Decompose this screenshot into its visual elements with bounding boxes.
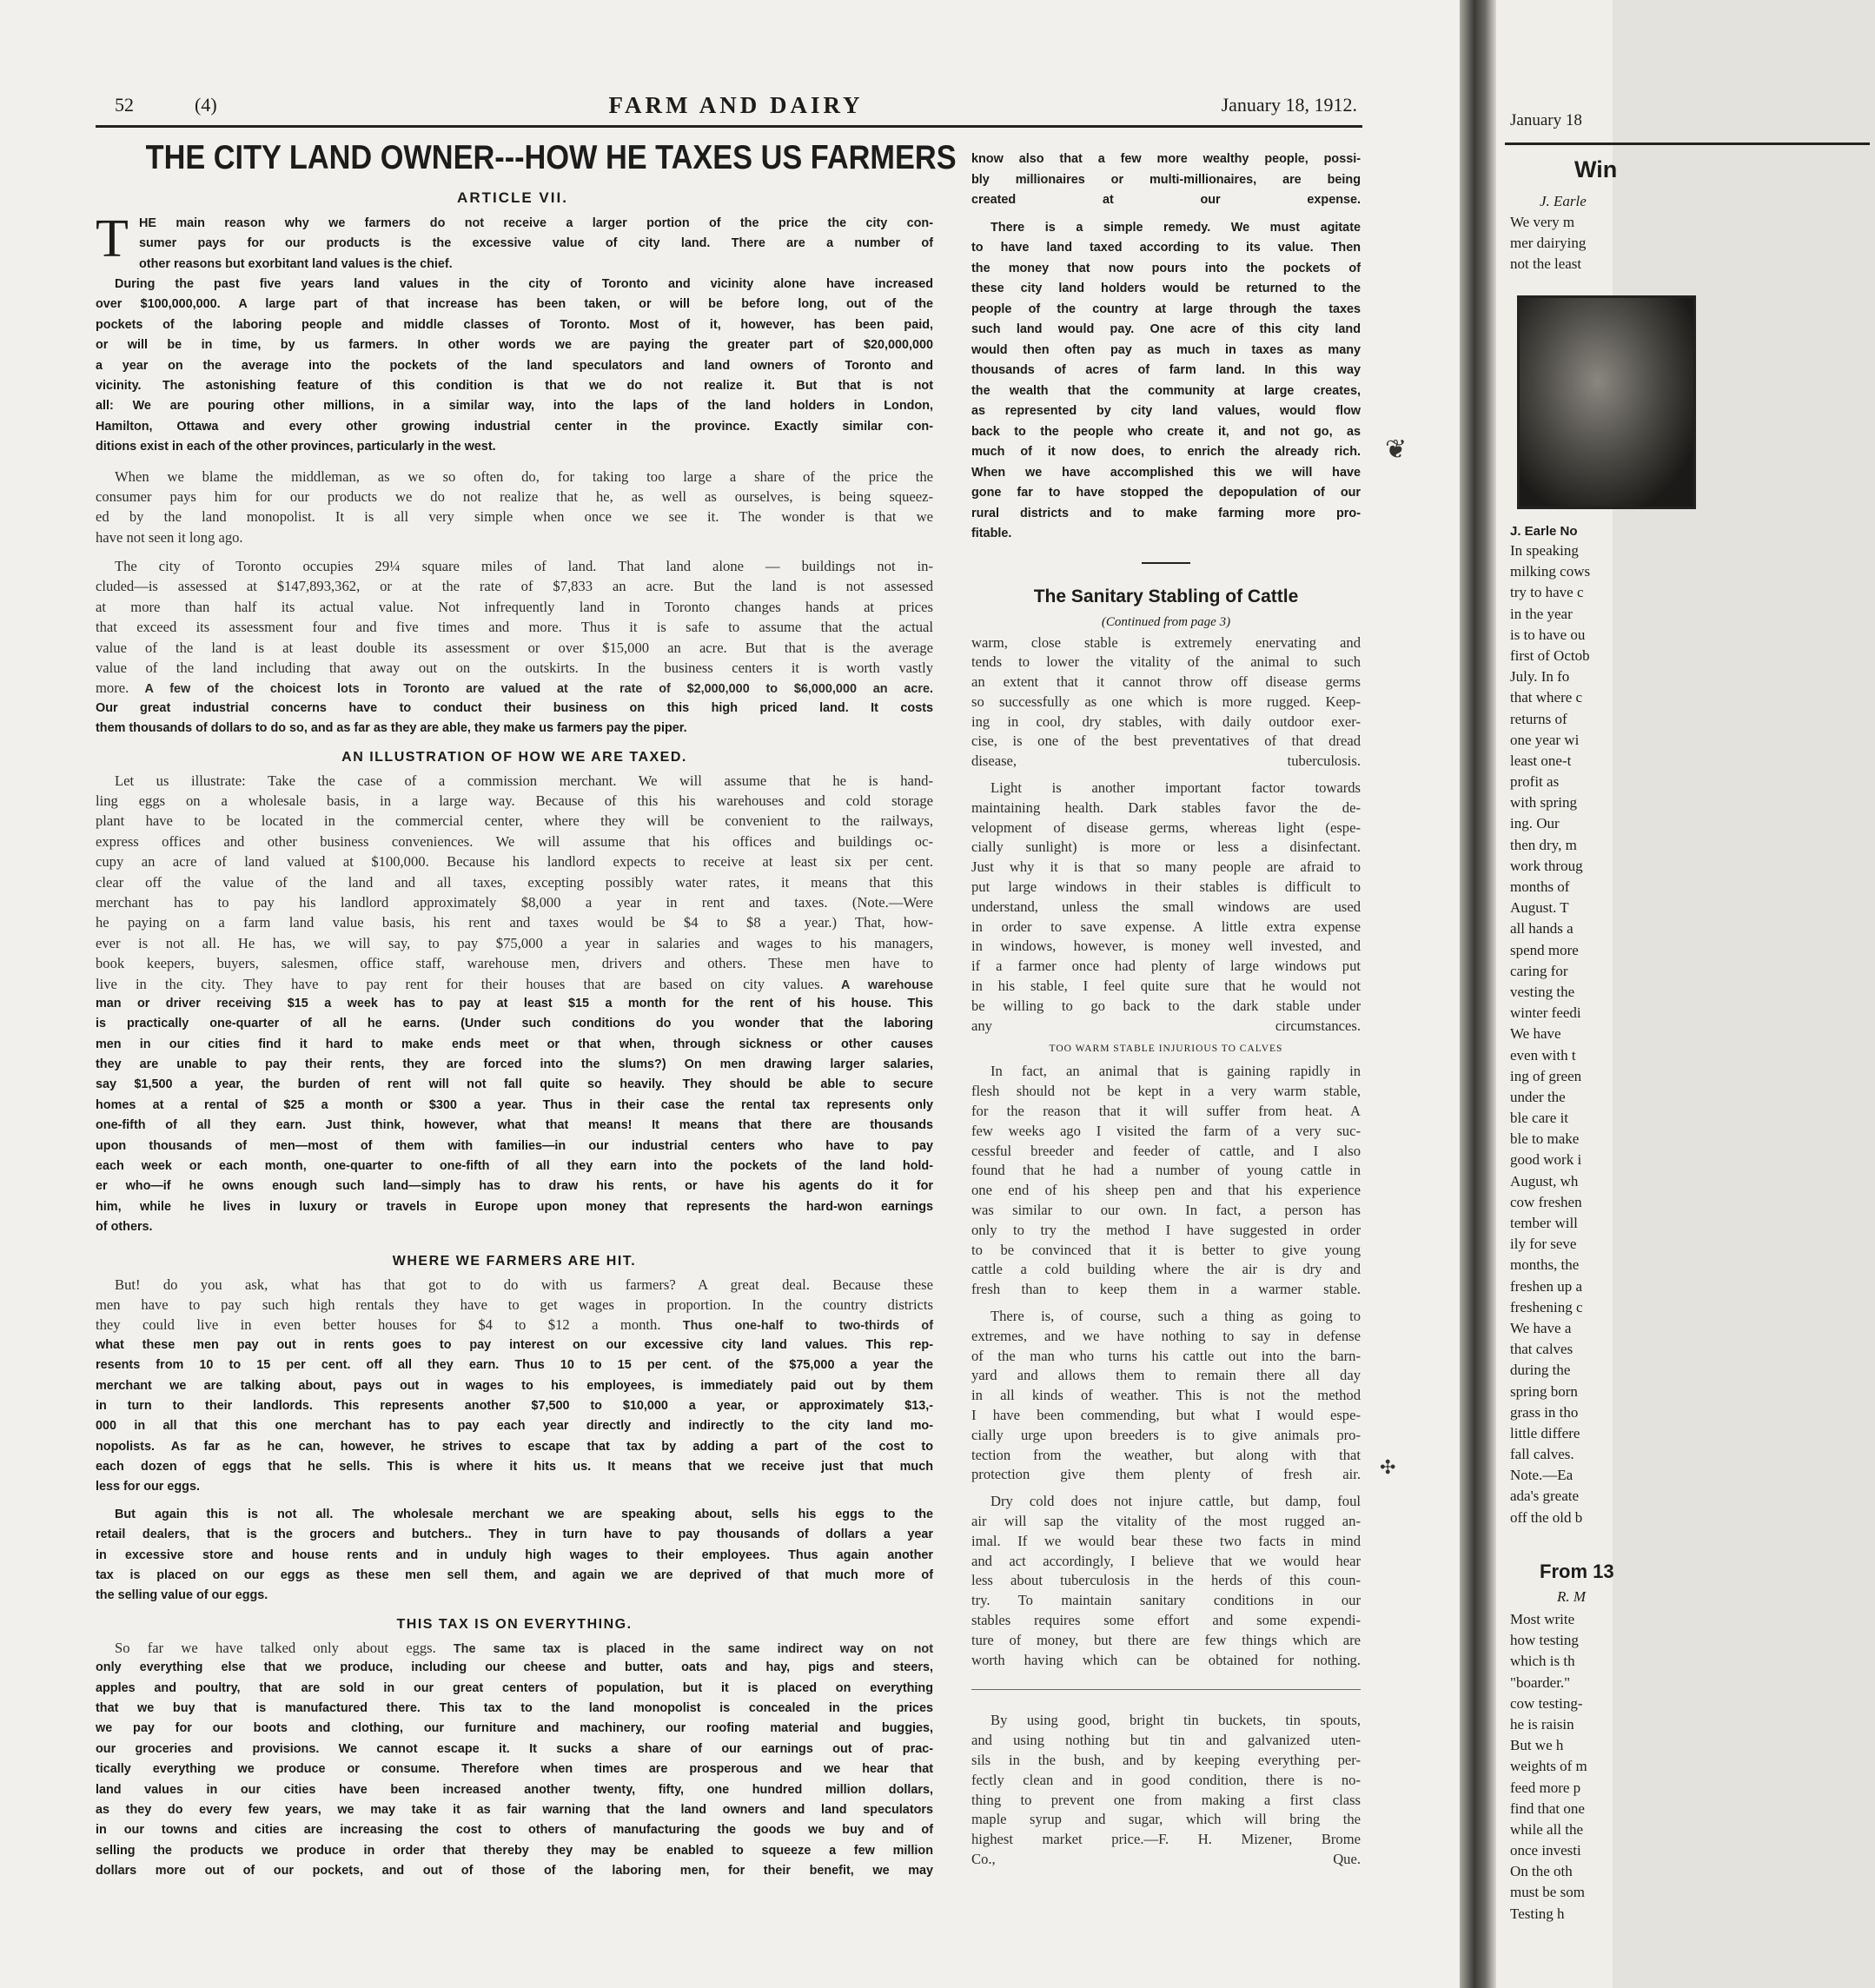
text-line: freshen up a (1510, 1277, 1583, 1295)
margin-mark: ❦ (1385, 435, 1408, 464)
bold-run: A few of the choicest lots in Toronto are valued at the rate of $2,000,000 to $6,000,000 an acre. (129, 682, 933, 697)
text-line: that we buy that is manufactured there. This tax to the land monopolist is concealed in the prices (96, 1701, 933, 1715)
text-line: July. In fo (1510, 668, 1570, 686)
text-line: understand, unless the small windows are used (971, 898, 1361, 915)
stabling-headline: The Sanitary Stabling of Cattle (1033, 586, 1299, 606)
text-line: while all the (1510, 1820, 1584, 1838)
text-line: tically everything we produce or consume. Therefore when times are prosperous and we hear that (96, 1762, 933, 1777)
text-line: tection from the weather, but along with that (971, 1446, 1361, 1463)
text-line: imal. If we would bear these two facts in mind (971, 1532, 1361, 1549)
text-line: resents from 10 to 15 per cent. off all they earn. Thus 10 to 15 per cent. of the $75,000 a year the (96, 1358, 933, 1373)
text-line: value of the land including that away out on the outskirts. In the business centers it is worth vastly (96, 659, 933, 677)
column-rule (971, 1689, 1361, 1690)
text-line: any circumstances. (971, 1017, 1361, 1034)
paragraph-5 (96, 1275, 933, 1498)
text-line: clear off the value of the land and all taxes, excepting possibly water rates, it means that this (96, 873, 933, 891)
text-line: he is raisin (1510, 1715, 1574, 1733)
text-line: bly millionaires or multi-millionaires, are being (971, 172, 1361, 187)
text-line: that exceed its assessment four and five times and more. Thus it is safe to assume that the actual (96, 619, 933, 636)
text-line: sumer pays for our products is the excessive value of city land. There are a number of (139, 236, 933, 251)
text-line: less for our eggs. (96, 1480, 200, 1494)
text-line: But again this is not all. The wholesale merchant we are speaking about, sells his eggs to the (115, 1507, 933, 1521)
text-line: Co., Que. (971, 1850, 1361, 1867)
stabling-paragraph-3 (971, 1062, 1361, 1300)
stabling-paragraph-2 (971, 779, 1361, 1036)
text-line: cow freshen (1510, 1193, 1582, 1210)
text-line: Most write (1510, 1611, 1575, 1627)
text-line: retail dealers, that is the grocers and butchers.. They in turn have to pay thousands of dollars a year (96, 1527, 933, 1542)
text-line: consumer pays him for our products we do not realize that he, as well as ourselves, is being squeez- (96, 487, 933, 505)
text-line: one end of his sheep pen and that his experience (971, 1182, 1361, 1199)
text-line: during the (1510, 1362, 1571, 1379)
text-line: each dozen of eggs that he sells. This is where it hits us. It means that we receive just that much (96, 1460, 933, 1474)
text-line: such land would pay. One acre of this city land (971, 322, 1361, 336)
text-line: the wealth that the community at large creates, (971, 383, 1361, 398)
text-line: warm, close stable is extremely enervating and (971, 633, 1361, 651)
text-line: cow testing- (1510, 1694, 1583, 1712)
text-line: these city land holders would be returned to the (971, 282, 1361, 295)
text-line: spring born (1510, 1382, 1578, 1400)
text-line: But! do you ask, what has that got to do with us farmers? A great deal. Because these (115, 1276, 933, 1293)
text-line: would then often pay as much in taxes as many (971, 342, 1361, 357)
text-line: they are unable to pay their rents, they are forced into the slums?) On men drawing larger salaries, (96, 1057, 933, 1072)
stabling-continued: (Continued from page 3) (1101, 614, 1231, 629)
text-line: in windows, however, is money well invested, and (971, 938, 1361, 955)
text-line: We have a (1510, 1319, 1572, 1336)
text-line: one year wi (1510, 731, 1580, 748)
text-line: the selling value of our eggs. (96, 1588, 268, 1603)
binding-gutter (1460, 0, 1496, 1988)
text-line: if a farmer once had plenty of large windows put (971, 958, 1361, 975)
text-line: we pay for our boots and clothing, our furniture and machinery, our roofing material and buggies, (96, 1721, 933, 1736)
paragraph-4 (96, 771, 933, 1238)
text-line: of others. (96, 1220, 153, 1235)
text-line: cluded—is assessed at $147,893,362, or at the rate of $7,833 an acre. But the land is not assessed (96, 578, 933, 595)
text-line: caring for (1510, 962, 1568, 979)
text-line: In fact, an animal that is gaining rapidly in (991, 1063, 1361, 1080)
text-line: try. To maintain sanitary conditions in our (971, 1592, 1361, 1609)
text-line: even with t (1510, 1046, 1576, 1064)
text-line: good work i (1510, 1151, 1582, 1169)
text-line: winter feedi (1510, 1004, 1581, 1022)
text-line: land values in our cities have been increased another twenty, fifty, one hundred million dollars, (96, 1782, 933, 1797)
text-line: man or driver receiving $15 a week has to pay at least $15 a month for the rent of his house. This (96, 996, 933, 1011)
text-line: upon thousands of men—most of them with families—in our industrial centers who have to pay (96, 1138, 933, 1153)
text-line: must be som (1510, 1884, 1585, 1901)
text-line: which is th (1510, 1653, 1575, 1670)
text-line: only everything else that we produce, including our cheese and butter, oats and hay, pigs and steers, (96, 1660, 933, 1675)
paragraph-7 (96, 1638, 933, 1882)
text-line: air will sap the vitality of the most rugged an- (971, 1512, 1361, 1529)
section-divider (1142, 562, 1190, 564)
text-line: in turn to their landlords. This represents another $7,500 to $10,000 a year, or approximately $13,- (96, 1398, 933, 1413)
text-line: created at our expense. (971, 193, 1361, 207)
text-run: more. (96, 679, 129, 697)
text-line: was similar to our own. In fact, a person has (971, 1202, 1361, 1219)
text-line: Note.—Ea (1510, 1467, 1574, 1484)
stabling-subhead: TOO WARM STABLE INJURIOUS TO CALVES (1049, 1044, 1283, 1055)
header-rule (96, 125, 1362, 128)
text-line: he paying on a farm land value basis, his rent and taxes would be $4 to $8 a year.) That, how- (96, 914, 933, 931)
adjacent-body (1510, 540, 1875, 1528)
text-line: stables requires some effort and some expendi- (971, 1611, 1361, 1628)
text-line: men in our cities find it hard to make ends meet or that when, through sickness or other causes (96, 1037, 933, 1051)
text-line: be willing to go back to the dark stable under (971, 997, 1361, 1014)
text-line: then dry, m (1510, 836, 1577, 853)
text-line: what these men pay out in rents goes to pay interest on our excessive city land values. This rep- (96, 1337, 933, 1352)
photo-caption: J. Earle No (1510, 524, 1578, 539)
text-line: that calves (1510, 1341, 1574, 1358)
text-line: thing to prevent one from making a first class (971, 1791, 1361, 1808)
text-line: August, wh (1510, 1172, 1579, 1189)
text-line: Testing h (1510, 1905, 1565, 1922)
bold-run: Thus one-half to two-thirds of (660, 1319, 933, 1334)
text-line: our groceries and provisions. We cannot escape it. It sucks a share of our earnings out of prac- (96, 1741, 933, 1756)
adjacent-byline-2: R. M (1557, 1588, 1587, 1605)
paragraph-1 (96, 275, 933, 458)
adjacent-page-date: January 18 (1510, 111, 1582, 129)
text-line: put large windows in their stables is difficult to (971, 878, 1361, 896)
text-line: of the man who turns his cattle out into the barn- (971, 1347, 1361, 1364)
text-line: worth having which can be obtained for nothing. (971, 1651, 1361, 1668)
text-line: tends to lower the vitality of the animal to such (971, 653, 1361, 671)
text-run: live in the city. They have to pay rent for their houses that are based on city values. (96, 975, 824, 992)
subhead-farmers-hit: WHERE WE FARMERS ARE HIT. (392, 1253, 637, 1269)
text-line: months of (1510, 878, 1570, 895)
subhead-illustration: AN ILLUSTRATION OF HOW WE ARE TAXED. (341, 749, 687, 765)
text-run: they could live in even better houses for $4 to $12 a month. (96, 1316, 661, 1334)
text-line: homes at a rental of $25 a month or $300 a year. Thus in their case the rental tax represents only (96, 1097, 933, 1112)
adjacent-body-2 (1510, 1609, 1875, 1925)
text-line: returns of (1510, 710, 1567, 727)
text-line: Our great industrial concerns have to conduct their business on this high priced land. It costs (96, 700, 933, 715)
text-line (96, 1315, 933, 1335)
adjacent-header-rule (1505, 142, 1870, 145)
text-line: to be convinced that it is better to give young (971, 1241, 1361, 1258)
text-line: much of it now does, to enrich the already rich. (971, 445, 1361, 459)
text-line: once investi (1510, 1842, 1581, 1859)
text-line: milking cows (1510, 563, 1591, 580)
text-line: other reasons but exorbitant land values is the chief. (139, 256, 453, 271)
text-line: with spring (1510, 794, 1577, 812)
text-line: is practically one-quarter of all he earns. (Under such conditions do you wonder that the laboring (96, 1017, 933, 1031)
text-line: profit as (1510, 773, 1560, 791)
portrait-photo (1517, 295, 1696, 509)
article-intro (139, 214, 933, 275)
text-line: ada's greate (1510, 1488, 1580, 1505)
text-line: few weeks ago I visited the farm of a very suc- (971, 1122, 1361, 1139)
text-line: ing of green (1510, 1067, 1582, 1084)
text-line: at more than half its actual value. Not infrequently land in Toronto changes hands at prices (96, 598, 933, 615)
paragraph-6 (96, 1505, 933, 1607)
adjacent-byline: J. Earle (1540, 193, 1587, 209)
text-line: On the oth (1510, 1863, 1573, 1880)
text-line: When we blame the middleman, as we so often do, for taking too large a share of the price the (115, 467, 933, 485)
text-line: There is, of course, such a thing as going to (991, 1308, 1361, 1324)
text-line: a year on the average into the pockets of the land speculators and land owners of Toronto and (96, 358, 933, 373)
text-line: cattle a cold building where the air is dry and (971, 1261, 1361, 1278)
text-line: yard and allows them to remain there all day (971, 1367, 1361, 1384)
text-line: protection give them plenty of fresh air. (971, 1466, 1361, 1483)
text-line: "boarder." (1510, 1673, 1571, 1691)
text-line: an extent that it cannot throw off disease germs (971, 673, 1361, 691)
text-line: over $100,000,000. A large part of that increase has been taken, or will be before long, out of the (96, 297, 933, 312)
text-line: I have been commending, but what I would espe- (971, 1406, 1361, 1423)
text-line: We very m (1510, 214, 1575, 230)
text-line: There is a simple remedy. We must agitate (991, 220, 1361, 235)
text-line: merchant we are talking about, pays out in wages to his employees, is immediately paid out by them (96, 1378, 933, 1393)
text-line: Light is another important factor towards (991, 779, 1361, 797)
text-line: cupy an acre of land valued at $100,000. Because his landlord expects to receive at least six per cent. (96, 853, 933, 871)
text-line: is to have ou (1510, 626, 1586, 643)
text-line: cessful breeder and feeder of cattle, and I also (971, 1142, 1361, 1159)
text-line: rural districts and to make farming more pro- (971, 506, 1361, 520)
article-headline: THE CITY LAND OWNER---HOW HE TAXES US FARMERS (145, 139, 957, 176)
article-body (96, 275, 933, 1882)
text-line: back to the people who create it, and not go, as (971, 424, 1361, 439)
text-line: cially sunlight) is more or less a disinfectant. (971, 838, 1361, 856)
text-line: little differe (1510, 1424, 1580, 1441)
text-line: people of the country at large through the taxes (971, 302, 1361, 316)
subhead-tax-everything: THIS TAX IS ON EVERYTHING. (396, 1616, 633, 1632)
text-line: all hands a (1510, 920, 1574, 938)
text-line: less about tuberculosis in the herds of this coun- (971, 1572, 1361, 1589)
text-line: found that he had a number of young cattle in (971, 1162, 1361, 1179)
paragraph-2 (96, 467, 933, 548)
text-line: maple syrup and sugar, which will bring the (971, 1811, 1361, 1828)
text-line: disease, tuberculosis. (971, 752, 1361, 770)
text-line: work throug (1510, 857, 1583, 874)
text-line: and using nothing but tin and galvanized uten- (971, 1732, 1361, 1749)
text-line: under the (1510, 1088, 1566, 1105)
text-line: By using good, bright tin buckets, tin spouts, (991, 1712, 1361, 1729)
text-line: August. T (1510, 899, 1569, 917)
text-line: ever is not all. He has, we will say, to pay $75,000 a year in salaries and wages to his managers, (96, 934, 933, 951)
text-line: 000 in all that this one merchant has to pay each year directly and indirectly to the city land mo- (96, 1419, 933, 1434)
text-line: highest market price.—F. H. Mizener, Brome (971, 1831, 1361, 1848)
text-line (96, 974, 933, 994)
text-line: HE main reason why we farmers do not receive a larger portion of the price the city con- (139, 216, 933, 230)
text-line: for the reason that it will suffer from heat. A (971, 1103, 1361, 1120)
text-line: the money that now pours into the pockets of (971, 261, 1361, 275)
text-line: Just why it is that so many people are afraid to (971, 858, 1361, 876)
text-line: off the old b (1510, 1508, 1583, 1526)
text-line: only to try the method I have suggested in order (971, 1221, 1361, 1238)
publication-title: FARM AND DAIRY (608, 92, 864, 118)
text-line: express offices and other business conveniences. We will assume that his offices and buildings oc- (96, 832, 933, 850)
text-line: pockets of the laboring people and middle classes of Toronto. Most of it, however, has been paid, (96, 317, 933, 332)
issue-date: January 18, 1912. (1221, 94, 1357, 116)
stabling-paragraph-5 (971, 1492, 1361, 1670)
text-line: all: We are pouring other millions, in a similar way, into the laps of the land holders in London, (96, 399, 933, 414)
text-line: weights of m (1510, 1758, 1587, 1775)
text-line: ily for seve (1510, 1236, 1577, 1253)
text-line: velopment of disease germs, whereas light (espe- (971, 818, 1361, 836)
text-line: mer dairying (1510, 235, 1587, 252)
article-continuation (971, 149, 1361, 211)
text-line: ing in cool, dry stables, with daily outdoor exer- (971, 712, 1361, 730)
text-line: value of the land is at least double its assessment or over $15,000 an acre. But that is the average (96, 639, 933, 656)
text-line: in all kinds of weather. This is not the method (971, 1387, 1361, 1404)
margin-mark: ✣ (1380, 1456, 1396, 1478)
text-line: as they do every few years, we may take it as fair warning that the land owners and land speculators (96, 1802, 933, 1817)
adjacent-headline: Win (1574, 156, 1618, 182)
paragraph-3 (96, 556, 933, 739)
text-line: that where c (1510, 689, 1583, 706)
text-line: ditions exist in each of the other provinces, particularly in the west. (96, 440, 496, 454)
text-line: book keepers, buyers, salesmen, office staff, warehouse men, drivers and others. These men have to (96, 955, 933, 972)
text-line: When we have accomplished this we will have (971, 465, 1361, 480)
text-line: in our towns and cities are increasing the cost to others of manufacturing the goods we buy and of (96, 1823, 933, 1838)
text-line: and act accordingly, I believe that we would hear (971, 1552, 1361, 1569)
text-line: in his stable, I feel quite sure that he would not (971, 977, 1361, 995)
text-line: In speaking (1510, 542, 1579, 559)
text-line: not the least (1510, 255, 1582, 273)
adjacent-page (1496, 0, 1618, 1988)
text-line: them thousands of dollars to do so, and as far as they are able, they make us farmers pay the piper. (96, 721, 687, 736)
text-line: dollars more out of our pockets, and out of those of the laboring men, for their benefit, we may (96, 1864, 933, 1879)
text-line: men have to pay such high rentals they have to get wages in proportion. In the country districts (96, 1296, 933, 1313)
right-column (971, 149, 1361, 1870)
remedy-paragraph (971, 218, 1361, 545)
text-line: er who—if he owns enough such land—simply has to draw his rents, or have his agents do it for (96, 1179, 933, 1194)
text-line: one-fifth of all they earn. Just think, however, what that means! It means that there are thousands (96, 1118, 933, 1133)
text-line: ble care it (1510, 1110, 1569, 1127)
text-line: or will be in time, by us farmers. In other words we are paying the greater part of $20,000,000 (96, 338, 933, 353)
text-line: him, while he lives in luxury or travels in Europe upon money that represents the hard-won earnings (96, 1199, 933, 1214)
text-line: tax is placed on our eggs as these men sell them, and again we are deprived of that much more of (96, 1568, 933, 1583)
text-line: say $1,500 a year, the burden of rent will not fall quite so heavily. They should be able to secure (96, 1077, 933, 1092)
bold-run: The same tax is placed in the same indirect way on not (435, 1641, 933, 1656)
text-line: first of Octob (1510, 646, 1590, 664)
text-line: apples and poultry, that are sold in our great centers of population, but it is placed on everything (96, 1680, 933, 1695)
page-number: 52 (115, 94, 134, 116)
text-line: cially urge upon breeders is to give animals pro- (971, 1426, 1361, 1443)
text-line: fitable. (971, 527, 1012, 540)
text-line: know also that a few more wealthy people, possi- (971, 152, 1361, 166)
text-line: in order to save expense. A little extra expense (971, 918, 1361, 935)
text-line: months, the (1510, 1256, 1580, 1274)
text-line: ling eggs on a wholesale basis, in a large way. Because of this his warehouses and cold storage (96, 792, 933, 809)
maple-paragraph (971, 1711, 1361, 1869)
text-line: We have (1510, 1025, 1561, 1043)
section-number: (4) (195, 94, 217, 116)
stabling-paragraph-4 (971, 1307, 1361, 1485)
text-line: ing. Our (1510, 815, 1560, 832)
text-line: find that one (1510, 1799, 1585, 1817)
text-line: selling the products we produce in order that thereby they may be enabled to squeeze a few million (96, 1843, 933, 1858)
text-line: tember will (1510, 1215, 1578, 1231)
text-line: But we h (1510, 1737, 1564, 1754)
text-line: The city of Toronto occupies 29¼ square miles of land. That land alone — buildings not in- (115, 558, 933, 575)
text-line: Dry cold does not injure cattle, but damp, foul (991, 1493, 1361, 1510)
page-header (115, 94, 1357, 125)
text-line: as represented by city land values, would flow (971, 404, 1361, 418)
text-line: gone far to have stopped the depopulation of our (971, 486, 1361, 500)
text-line: least one-t (1510, 752, 1572, 769)
text-line: nopolists. As far as he can, however, he strives to escape that tax by adding a part of the cost to (96, 1439, 933, 1454)
text-line: feed more p (1510, 1779, 1581, 1796)
text-line: vesting the (1510, 983, 1575, 1000)
adjacent-intro (1510, 212, 1875, 275)
text-line: Hamilton, Ottawa and every other growing industrial center in the province. Exactly similar con- (96, 419, 933, 434)
text-line: flesh should not be kept in a very warm stable, (971, 1083, 1361, 1100)
text-line: in the year (1510, 605, 1573, 622)
drop-cap: T (96, 209, 129, 268)
text-line: extremes, and we have nothing to say in defense (971, 1327, 1361, 1344)
text-line: ture of money, but there are few things which are (971, 1631, 1361, 1648)
text-line: ble to make (1510, 1130, 1580, 1148)
text-line: grass in tho (1510, 1403, 1579, 1421)
text-line: fresh than to keep them in a warmer stable. (971, 1281, 1361, 1298)
stabling-paragraph-1 (971, 633, 1361, 772)
text-line: vicinity. The astonishing feature of this condition is that we do not realize it. But that is not (96, 378, 933, 393)
text-line: to have land taxed according to its value. Then (971, 241, 1361, 255)
text-line: Let us illustrate: Take the case of a commission merchant. We will assume that he is hand- (115, 772, 933, 789)
adjacent-headline-2: From 13 (1540, 1561, 1614, 1582)
text-line: spend more (1510, 941, 1579, 958)
text-line: merchant has to pay his landlord approximately $8,000 a year in rent and taxes. (Note.—Were (96, 893, 933, 911)
text-line: have not seen it long ago. (96, 528, 243, 546)
text-line: so successfully as one which is more rugged. Keep- (971, 692, 1361, 710)
text-line: maintaining health. Dark stables favor the de- (971, 799, 1361, 816)
text-run: So far we have talked only about eggs. (115, 1639, 436, 1656)
text-line: fectly clean and in good condition, there is no- (971, 1771, 1361, 1788)
bold-run: A warehouse (823, 977, 934, 992)
text-line: how testing (1510, 1632, 1579, 1649)
text-line: freshening c (1510, 1298, 1583, 1315)
text-line: each week or each month, one-quarter to one-fifth of all they earn into the pockets of the land hold- (96, 1159, 933, 1174)
text-line: thousands of acres of farm land. In this way (971, 363, 1361, 377)
text-line (96, 1638, 933, 1658)
text-line: try to have c (1510, 584, 1584, 601)
text-line: sils in the bush, and by keeping everything per- (971, 1751, 1361, 1768)
text-line: fall calves. (1510, 1446, 1574, 1463)
text-line: ed by the land monopolist. It is all very simple when once we see it. The wonder is that we (96, 508, 933, 526)
text-line: cise, is one of the best preventatives of that dread (971, 732, 1361, 750)
text-line (96, 678, 933, 698)
text-line: in excessive store and house rents and in unduly high wages to their employees. Thus again another (96, 1547, 933, 1562)
article-number: ARTICLE VII. (457, 189, 568, 206)
text-line: plant have to be located in the commercial center, where they will be convenient to the railways, (96, 812, 933, 830)
text-line: During the past five years land values in the city of Toronto and vicinity alone have increased (115, 277, 933, 291)
